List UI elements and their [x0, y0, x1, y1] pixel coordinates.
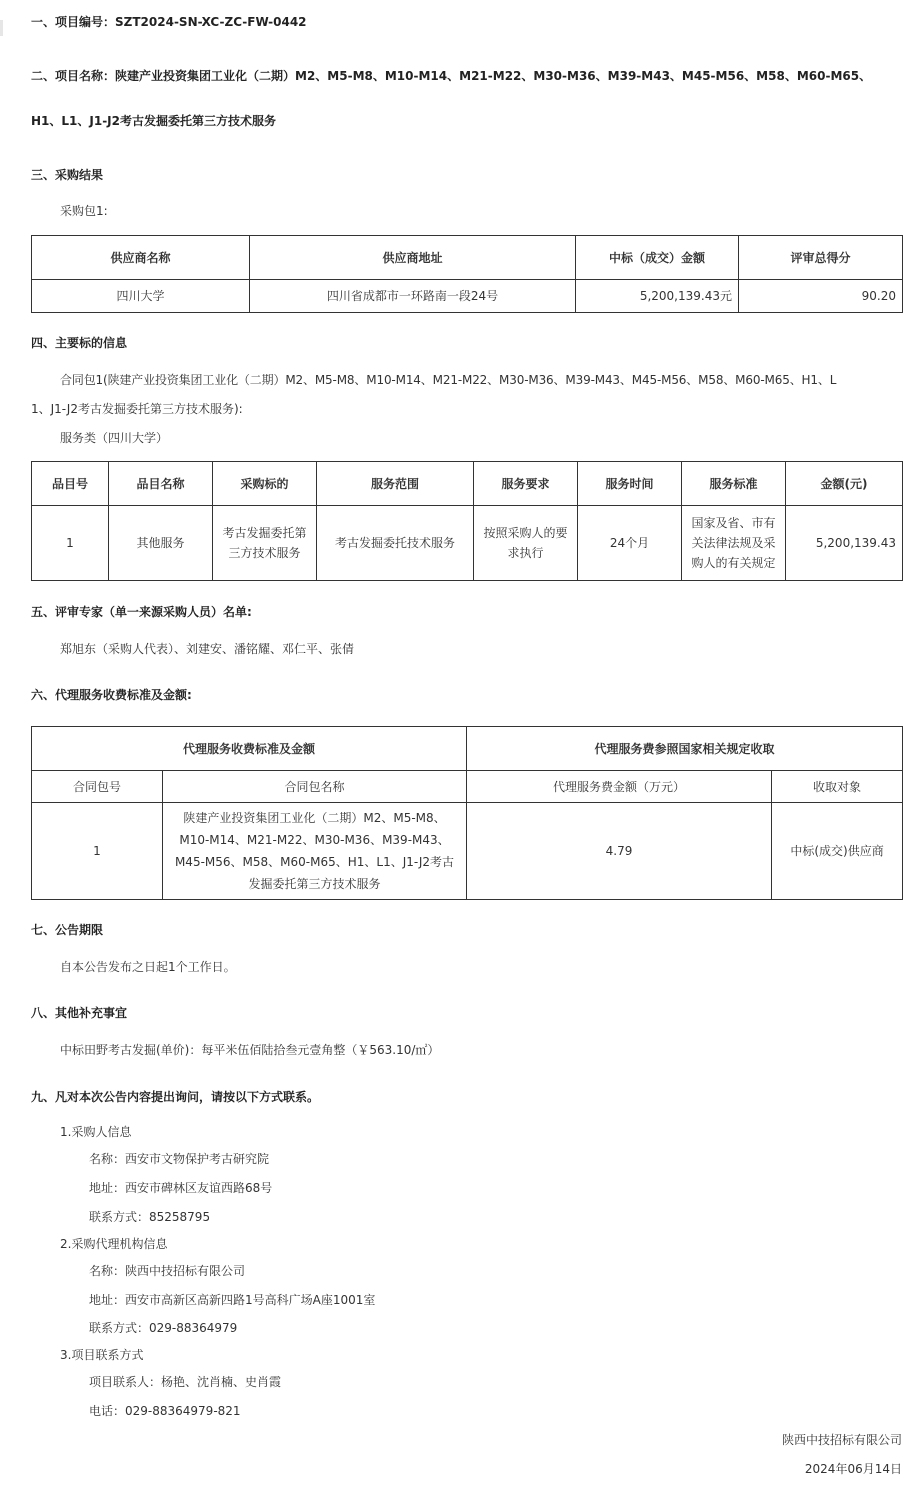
service-type: 服务类（四川大学） — [60, 431, 169, 445]
bid-amount: 5,200,139.43元 — [576, 280, 739, 313]
supplier-name: 四川大学 — [32, 280, 250, 313]
fee-header-right: 代理服务费参照国家相关规定收取 — [467, 727, 903, 771]
subject-header: 品目名称 — [109, 462, 213, 506]
buyer-name: 名称：西安市文物保护考古研究院 — [89, 1152, 270, 1166]
result-table — [31, 235, 903, 313]
service-duration: 24个月 — [578, 506, 682, 581]
subject-header: 服务标准 — [682, 462, 786, 506]
subject-table — [31, 461, 903, 581]
footer-date: 2024年06月14日 — [804, 1462, 902, 1476]
fee-subheader: 合同包名称 — [163, 771, 467, 803]
package-label: 采购包1: — [60, 204, 108, 218]
project-name-label: 二、项目名称： — [31, 69, 116, 83]
project-contact-phone: 电话：029-88364979-821 — [89, 1404, 241, 1418]
result-header: 供应商名称 — [32, 236, 250, 280]
supplier-address: 四川省成都市一环路南一段24号 — [250, 280, 576, 313]
subject-header: 服务要求 — [474, 462, 578, 506]
agent-contact: 联系方式：029-88364979 — [89, 1321, 238, 1335]
subject-header: 服务范围 — [317, 462, 474, 506]
result-header: 评审总得分 — [739, 236, 903, 280]
table-row — [32, 280, 903, 313]
section-8-title: 八、其他补充事宜 — [31, 1006, 128, 1020]
subject-header: 金额(元) — [786, 462, 903, 506]
contract-package-2: 1、J1-J2考古发掘委托第三方技术服务): — [31, 402, 243, 416]
notice-period: 自本公告发布之日起1个工作日。 — [60, 960, 236, 974]
section-3-title: 三、采购结果 — [31, 168, 104, 182]
fee-header-left: 代理服务收费标准及金额 — [32, 727, 467, 771]
amount: 5,200,139.43 — [786, 506, 903, 581]
fee-subheader: 代理服务费金额（万元） — [467, 771, 772, 803]
section-7-title: 七、公告期限 — [31, 923, 104, 937]
table-row — [32, 506, 903, 581]
subject-header: 服务时间 — [578, 462, 682, 506]
result-header: 供应商地址 — [250, 236, 576, 280]
fee-subheader: 合同包号 — [32, 771, 163, 803]
scroll-edge — [0, 20, 3, 36]
item-number: 1 — [32, 506, 109, 581]
contract-package-1: 合同包1(陕建产业投资集团工业化（二期）M2、M5-M8、M10-M14、M21-M22、M30-M36、M39-M43、M45-M56、M58、M60-M65、H1、L — [60, 373, 837, 387]
buyer-address: 地址：西安市碑林区友谊西路68号 — [89, 1181, 273, 1195]
service-requirement: 按照采购人的要求执行 — [474, 506, 578, 581]
fee-subheader: 收取对象 — [772, 771, 903, 803]
section-4-title: 四、主要标的信息 — [31, 336, 128, 350]
footer-organization: 陕西中技招标有限公司 — [781, 1433, 902, 1447]
section-6-title: 六、代理服务收费标准及金额: — [31, 688, 192, 702]
project-number-value: SZT2024-SN-XC-ZC-FW-0442 — [115, 15, 307, 29]
subject-header: 品目号 — [32, 462, 109, 506]
fee-payer: 中标(成交)供应商 — [772, 803, 903, 900]
result-header: 中标（成交）金额 — [576, 236, 739, 280]
project-contact-title: 3.项目联系方式 — [60, 1348, 144, 1362]
project-name-value-1: 陕建产业投资集团工业化（二期）M2、M5-M8、M10-M14、M21-M22、M30-M36、M39-M43、M45-M56、M58、M60-M65、 — [115, 69, 872, 83]
expert-names: 郑旭东（采购人代表）、刘建安、潘铭耀、邓仁平、张倩 — [60, 642, 355, 656]
buyer-contact: 联系方式：85258795 — [89, 1210, 211, 1224]
project-name-value-2: H1、L1、J1-J2考古发掘委托第三方技术服务 — [31, 114, 276, 128]
service-scope: 考古发掘委托技术服务 — [317, 506, 474, 581]
agent-name: 名称：陕西中技招标有限公司 — [89, 1264, 246, 1278]
agency-fee: 4.79 — [467, 803, 772, 900]
service-standard: 国家及省、市有关法律法规及采购人的有关规定 — [682, 506, 786, 581]
section-5-title: 五、评审专家（单一来源采购人员）名单: — [31, 605, 252, 619]
agent-info-title: 2.采购代理机构信息 — [60, 1237, 168, 1251]
table-row — [32, 803, 903, 900]
subject-header: 采购标的 — [213, 462, 317, 506]
agent-address: 地址：西安市高新区高新四路1号高科广场A座1001室 — [89, 1293, 376, 1307]
agency-fee-table — [31, 726, 903, 900]
procurement-subject: 考古发掘委托第三方技术服务 — [213, 506, 317, 581]
project-number-label: 一、项目编号： — [31, 15, 116, 29]
total-score: 90.20 — [739, 280, 903, 313]
section-9-title: 九、凡对本次公告内容提出询问，请按以下方式联系。 — [31, 1090, 320, 1104]
item-name: 其他服务 — [109, 506, 213, 581]
project-number — [31, 14, 307, 30]
project-name — [31, 68, 871, 84]
project-contact-people: 项目联系人：杨艳、沈肖楠、史肖霞 — [89, 1375, 282, 1389]
contract-number: 1 — [32, 803, 163, 900]
contract-name: 陕建产业投资集团工业化（二期）M2、M5-M8、M10-M14、M21-M22、M30-M36、M39-M43、M45-M56、M58、M60-M65、H1、L1、J1-J2考古发掘委托第三方技术服务 — [163, 803, 467, 900]
supplementary-note: 中标田野考古发掘(单价)：每平米伍佰陆拾叁元壹角整（￥563.10/㎡） — [60, 1043, 440, 1057]
buyer-info-title: 1.采购人信息 — [60, 1125, 132, 1139]
